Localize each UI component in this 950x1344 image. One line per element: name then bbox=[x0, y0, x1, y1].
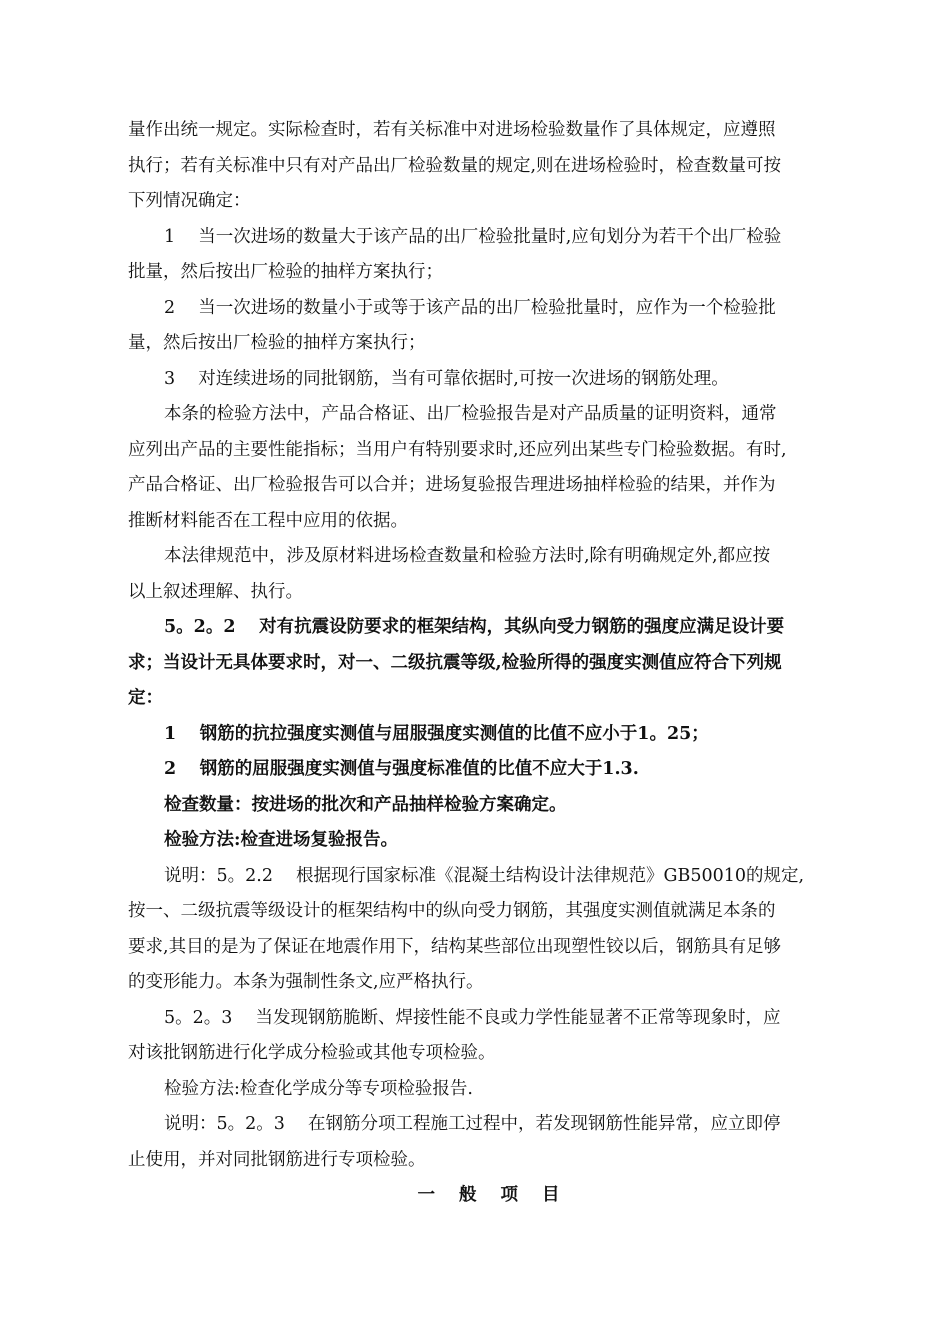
inspection-quantity: 检查数量：按进场的批次和产品抽样检验方案确定。 bbox=[164, 794, 567, 815]
inspection-method: 检验方法:检查进场复验报告。 bbox=[164, 830, 398, 850]
body-line: 的变形能力。本条为强制性条文,应严格执行。 bbox=[128, 972, 484, 992]
body-line: 应列出产品的主要性能指标；当用户有特别要求时,还应列出某些专门检验数据。有时, bbox=[128, 439, 787, 460]
body-line: 产品合格证、出厂检验报告可以合并；进场复验报告理进场抽样检验的结果，并作为 bbox=[128, 475, 776, 495]
body-line: 推断材料能否在工程中应用的依据。 bbox=[128, 510, 408, 531]
body-line: 下列情况确定： bbox=[128, 191, 251, 211]
inspection-method: 检验方法:检查化学成分等专项检验报告. bbox=[164, 1078, 473, 1099]
body-line: 执行；若有关标准中只有对产品出厂检验数量的规定,则在进场检验时，检查数量可按 bbox=[128, 155, 782, 176]
clause-item-2: 2 钢筋的屈服强度实测值与强度标准值的比值不应大于1.3. bbox=[164, 759, 639, 779]
clause-523: 5。2。3 当发现钢筋脆断、焊接性能不良或力学性能显著不正常等现象时，应 bbox=[164, 1007, 781, 1028]
clause-line: 求；当设计无具体要求时，对一、二级抗震等级,检验所得的强度实测值应符合下列规 bbox=[128, 652, 782, 673]
clause-line: 定： bbox=[128, 688, 163, 708]
body-line: 按一、二级抗震等级设计的框架结构中的纵向受力钢筋，其强度实测值就满足本条的 bbox=[128, 901, 776, 921]
paragraph-start: 本法律规范中，涉及原材料进场检查数量和检验方法时,除有明确规定外,都应按 bbox=[164, 546, 771, 566]
body-line: 止使用，并对同批钢筋进行专项检验。 bbox=[128, 1149, 426, 1170]
clause-heading: 5。2。2 对有抗震设防要求的框架结构，其纵向受力钢筋的强度应满足设计要 bbox=[164, 617, 785, 637]
note-paragraph: 说明：5。2.2 根据现行国家标准《混凝土结构设计法律规范》GB50010的规定, bbox=[164, 865, 805, 886]
paragraph-start: 本条的检验方法中，产品合格证、出厂检验报告是对产品质量的证明资料，通常 bbox=[164, 404, 777, 424]
document-body bbox=[128, 113, 853, 1214]
body-line: 批量，然后按出厂检验的抽样方案执行； bbox=[128, 262, 443, 282]
clause-item-1: 1 钢筋的抗拉强度实测值与屈服强度实测值的比值不应小于1。25； bbox=[164, 723, 709, 744]
list-item-2: 2 当一次进场的数量小于或等于该产品的出厂检验批量时，应作为一个检验批 bbox=[164, 297, 776, 318]
list-item-1: 1 当一次进场的数量大于该产品的出厂检验批量时,应旬划分为若干个出厂检验 bbox=[164, 226, 782, 247]
body-line: 对该批钢筋进行化学成分检验或其他专项检验。 bbox=[128, 1043, 496, 1063]
body-line: 量作出统一规定。实际检查时，若有关标准中对进场检验数量作了具体规定，应遵照 bbox=[128, 120, 776, 140]
body-line: 以上叙述理解、执行。 bbox=[128, 581, 303, 602]
body-line: 要求,其目的是为了保证在地震作用下，结构某些部位出现塑性铰以后，钢筋具有足够 bbox=[128, 936, 782, 957]
note-paragraph: 说明：5。2。3 在钢筋分项工程施工过程中，若发现钢筋性能异常，应立即停 bbox=[164, 1114, 781, 1134]
section-heading: 一般项目 bbox=[417, 1185, 584, 1205]
body-line: 量，然后按出厂检验的抽样方案执行； bbox=[128, 333, 426, 353]
list-item-3: 3 对连续进场的同批钢筋，当有可靠依据时,可按一次进场的钢筋处理。 bbox=[164, 368, 729, 389]
